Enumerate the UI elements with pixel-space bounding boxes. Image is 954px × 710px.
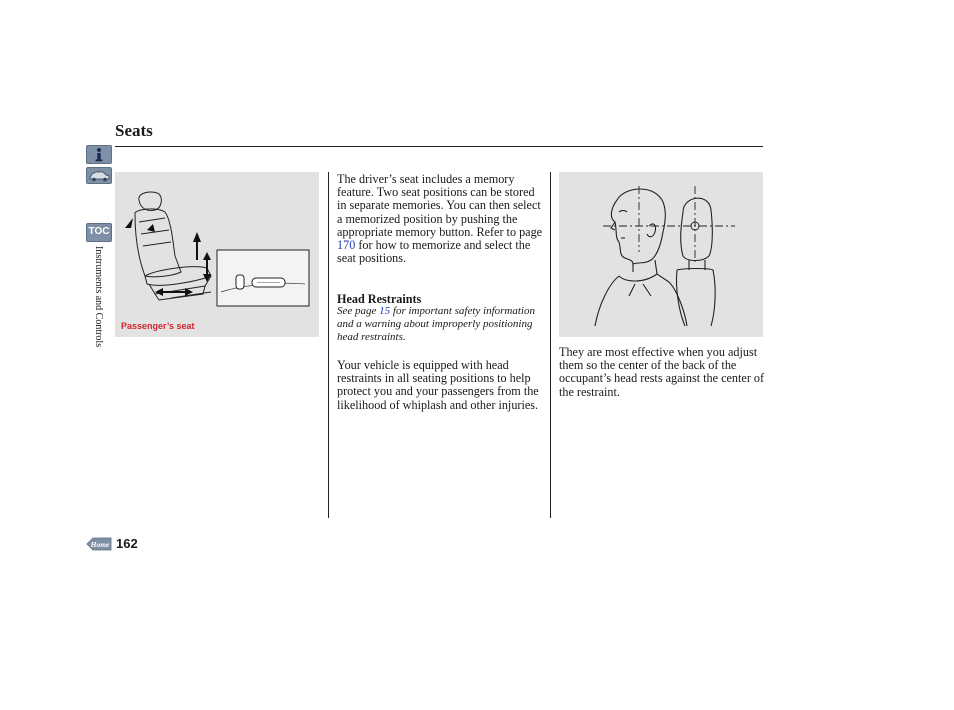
car-tab[interactable] xyxy=(86,167,112,184)
seat-illustration xyxy=(115,172,319,337)
section-heading: Head Restraints xyxy=(337,292,422,306)
page-15-link[interactable]: 15 xyxy=(379,305,391,317)
column-divider-right xyxy=(550,172,551,518)
memory-paragraph xyxy=(337,173,543,265)
figure-caption: Passenger’s seat xyxy=(121,321,195,331)
section-label: Instruments and Controls xyxy=(93,246,104,348)
safety-note-end: for important safety information and a warning about improperly positioning head restraints. xyxy=(337,305,535,343)
home-icon xyxy=(86,537,112,551)
head-restraint-illustration xyxy=(559,172,763,337)
seat-drawing xyxy=(115,172,319,337)
page-170-link[interactable]: 170 xyxy=(337,238,356,253)
page-number: 162 xyxy=(116,536,138,551)
info-icon xyxy=(87,146,111,163)
info-tab[interactable] xyxy=(86,145,112,164)
memory-text-end: for how to memorize and select the seat positions. xyxy=(337,238,531,266)
column-divider-left xyxy=(328,172,329,518)
head-restraint-drawing xyxy=(559,172,763,337)
safety-note xyxy=(337,305,543,344)
head-restraint-paragraph: Your vehicle is equipped with head restraints in all seating positions to help protect you and your passengers from the likelihood of whiplash and other injuries. xyxy=(337,358,539,412)
page-title: Seats xyxy=(115,121,153,140)
title-divider xyxy=(115,146,763,147)
home-label: Home xyxy=(90,540,110,549)
memory-text-start: The driver’s seat includes a memory feature. Two seat positions can be stored in separate memories. You can then select a memorized position by pushing the appropriate memory button. Refer to page xyxy=(337,172,543,239)
safety-note-start: See page xyxy=(337,305,380,317)
toc-label: TOC xyxy=(88,226,110,237)
home-button[interactable] xyxy=(86,536,112,550)
car-icon xyxy=(87,168,111,183)
toc-tab[interactable] xyxy=(86,223,112,242)
effectiveness-paragraph: They are most effective when you adjust them so the center of the back of the occupant’s head rests against the center of the restraint. xyxy=(559,345,765,399)
